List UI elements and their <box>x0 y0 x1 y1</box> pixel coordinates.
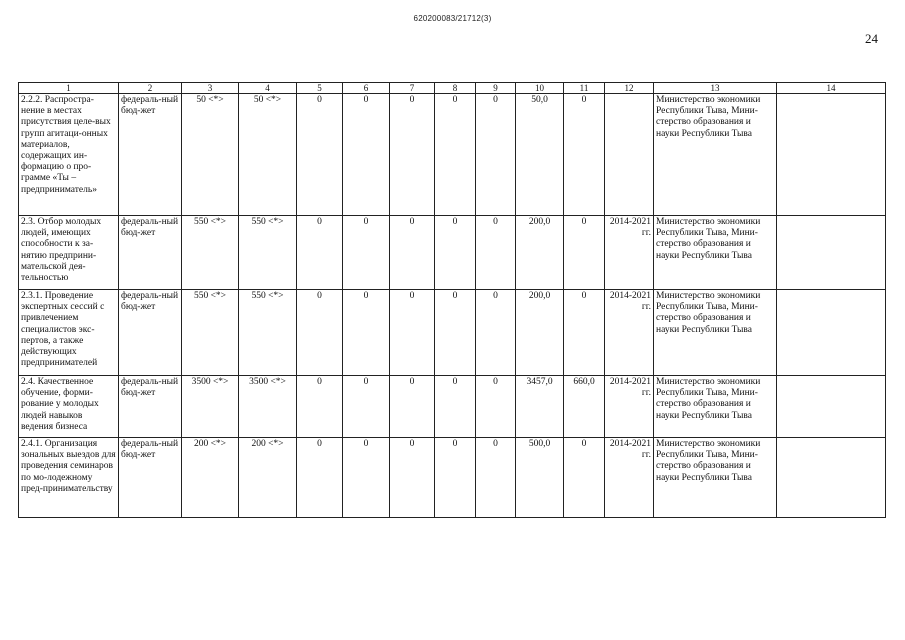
value-cell: 3457,0 <box>516 376 564 438</box>
column-header: 7 <box>390 83 435 94</box>
value-cell: 0 <box>343 216 390 290</box>
table-row <box>19 216 886 290</box>
column-header: 13 <box>654 83 777 94</box>
column-header: 2 <box>119 83 182 94</box>
value-cell: 0 <box>564 290 605 376</box>
column-header: 6 <box>343 83 390 94</box>
result-cell <box>777 438 886 518</box>
value-cell: 0 <box>476 376 516 438</box>
program-activities-table <box>18 82 886 518</box>
period-cell: 2014-2021 гг. <box>605 290 654 376</box>
value-cell: 0 <box>297 376 343 438</box>
value-cell: 0 <box>297 438 343 518</box>
table-row <box>19 438 886 518</box>
value-cell: 50 <*> <box>239 94 297 216</box>
value-cell: 3500 <*> <box>182 376 239 438</box>
value-cell: 3500 <*> <box>239 376 297 438</box>
value-cell: 550 <*> <box>182 290 239 376</box>
value-cell: 0 <box>390 216 435 290</box>
value-cell: 0 <box>297 94 343 216</box>
value-cell: 0 <box>564 216 605 290</box>
period-cell: 2014-2021 гг. <box>605 216 654 290</box>
column-header: 3 <box>182 83 239 94</box>
column-number-row <box>19 83 886 94</box>
value-cell: 550 <*> <box>182 216 239 290</box>
value-cell: 550 <*> <box>239 216 297 290</box>
value-cell: 0 <box>297 290 343 376</box>
result-cell <box>777 94 886 216</box>
column-header: 14 <box>777 83 886 94</box>
value-cell: 660,0 <box>564 376 605 438</box>
document-id: 620200083/21712(3) <box>413 14 492 23</box>
value-cell: 550 <*> <box>239 290 297 376</box>
column-header: 1 <box>19 83 119 94</box>
value-cell: 0 <box>435 94 476 216</box>
value-cell: 200,0 <box>516 216 564 290</box>
value-cell: 0 <box>435 376 476 438</box>
activity-name-cell: 2.4. Качественное обучение, форми-рование у молодых людей навыков ведения бизнеса <box>19 376 119 438</box>
value-cell: 0 <box>564 438 605 518</box>
activity-name-cell: 2.3. Отбор молодых людей, имеющих способности к за-нятию предприни-мательской дея-тельностью <box>19 216 119 290</box>
executor-cell: Министерство экономики Республики Тыва, Мини-стерство образования и науки Республики Тыва <box>654 216 777 290</box>
value-cell: 50 <*> <box>182 94 239 216</box>
value-cell: 0 <box>435 216 476 290</box>
funding-source-cell: федераль-ный бюд-жет <box>119 438 182 518</box>
value-cell: 0 <box>390 438 435 518</box>
column-header: 4 <box>239 83 297 94</box>
value-cell: 200 <*> <box>182 438 239 518</box>
value-cell: 200,0 <box>516 290 564 376</box>
funding-source-cell: федераль-ный бюд-жет <box>119 94 182 216</box>
funding-source-cell: федераль-ный бюд-жет <box>119 290 182 376</box>
table-row <box>19 290 886 376</box>
value-cell: 0 <box>476 216 516 290</box>
value-cell: 0 <box>476 290 516 376</box>
column-header: 10 <box>516 83 564 94</box>
column-header: 5 <box>297 83 343 94</box>
page-number: 24 <box>865 31 878 46</box>
column-header: 8 <box>435 83 476 94</box>
value-cell: 0 <box>297 216 343 290</box>
table-row <box>19 376 886 438</box>
value-cell: 50,0 <box>516 94 564 216</box>
executor-cell: Министерство экономики Республики Тыва, Мини-стерство образования и науки Республики Тыва <box>654 290 777 376</box>
period-cell: 2014-2021 гг. <box>605 438 654 518</box>
period-cell: 2014-2021 гг. <box>605 376 654 438</box>
executor-cell: Министерство экономики Республики Тыва, Мини-стерство образования и науки Республики Тыва <box>654 438 777 518</box>
value-cell: 0 <box>343 94 390 216</box>
executor-cell: Министерство экономики Республики Тыва, Мини-стерство образования и науки Республики Тыва <box>654 94 777 216</box>
value-cell: 0 <box>390 94 435 216</box>
value-cell: 0 <box>476 94 516 216</box>
column-header: 11 <box>564 83 605 94</box>
funding-source-cell: федераль-ный бюд-жет <box>119 216 182 290</box>
value-cell: 0 <box>435 290 476 376</box>
result-cell <box>777 216 886 290</box>
value-cell: 0 <box>390 290 435 376</box>
value-cell: 0 <box>343 290 390 376</box>
value-cell: 0 <box>564 94 605 216</box>
table-row <box>19 94 886 216</box>
value-cell: 200 <*> <box>239 438 297 518</box>
column-header: 12 <box>605 83 654 94</box>
value-cell: 0 <box>343 438 390 518</box>
value-cell: 0 <box>343 376 390 438</box>
period-cell <box>605 94 654 216</box>
column-header: 9 <box>476 83 516 94</box>
result-cell <box>777 376 886 438</box>
value-cell: 0 <box>435 438 476 518</box>
result-cell <box>777 290 886 376</box>
value-cell: 500,0 <box>516 438 564 518</box>
funding-source-cell: федераль-ный бюд-жет <box>119 376 182 438</box>
activity-name-cell: 2.4.1. Организация зональных выездов для проведения семинаров по мо-лодежному пред-принимательству <box>19 438 119 518</box>
value-cell: 0 <box>476 438 516 518</box>
activity-name-cell: 2.2.2. Распростра-нение в местах присутствия целе-вых групп агитаци-онных материалов, содержащих ин-формацию о про-грамме «Ты – предприниматель» <box>19 94 119 216</box>
value-cell: 0 <box>390 376 435 438</box>
executor-cell: Министерство экономики Республики Тыва, Мини-стерство образования и науки Республики Тыва <box>654 376 777 438</box>
activity-name-cell: 2.3.1. Проведение экспертных сессий с привлечением специалистов экс-пертов, а также действующих предпринимателей <box>19 290 119 376</box>
